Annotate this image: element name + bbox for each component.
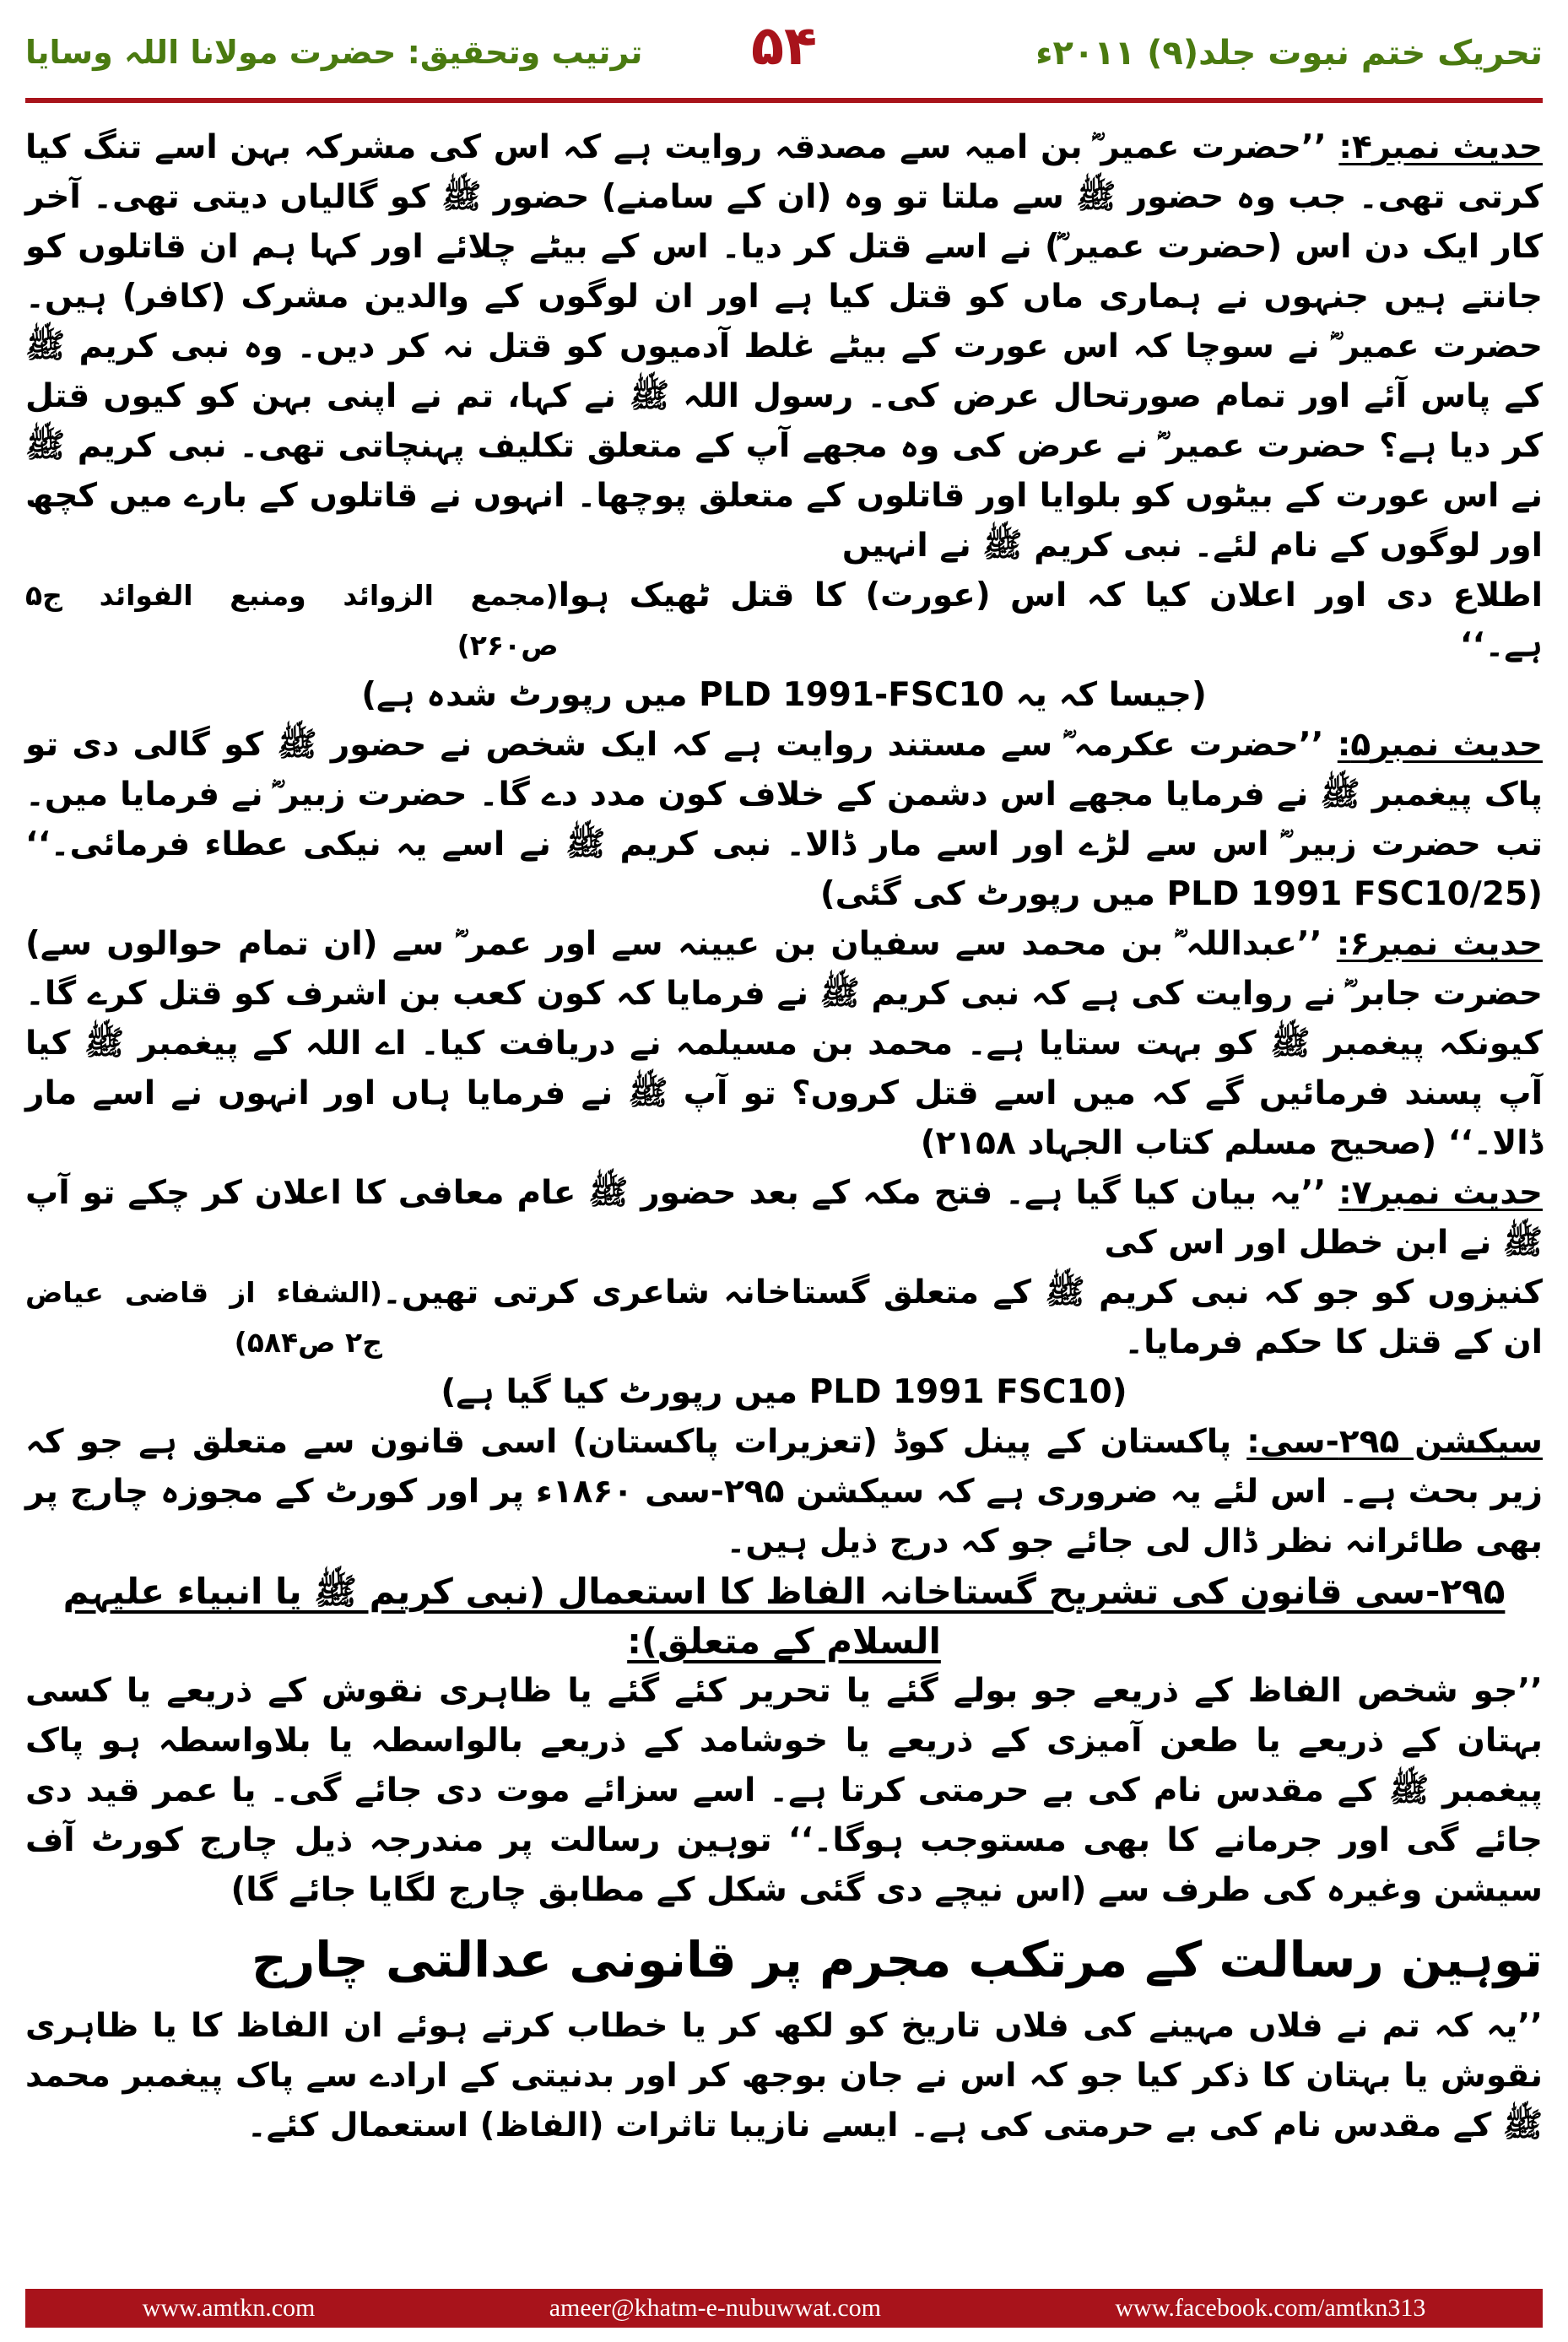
footer-website-link[interactable]: www.amtkn.com	[142, 2294, 316, 2322]
page-footer	[25, 2289, 1543, 2328]
hadith-4-last-line	[25, 571, 1543, 670]
section-295c-text: پاکستان کے پینل کوڈ (تعزیرات پاکستان) اسی قانون سے متعلق ہے جو کہ زیر بحث ہے۔ اس لئے یہ ضروری ہے کہ سیکشن ۲۹۵-سی ۱۸۶۰ء پر اور کورٹ کے مجوزہ چارج پر بھی طائرانہ نظر ڈال لی جائے جو کہ درج ذیل ہیں۔	[25, 1423, 1543, 1560]
compiler-credit: ترتیب وتحقیق: حضرت مولانا اللہ وسایا	[25, 34, 643, 71]
hadith-5-label: حدیث نمبر۵:	[1337, 726, 1544, 764]
hadith-5	[25, 720, 1543, 919]
hadith-6	[25, 919, 1543, 1168]
hadith-7	[25, 1168, 1543, 1268]
charge-heading: توہین رسالت کے مرتکب مجرم پر قانونی عدالتی چارج	[251, 1931, 1543, 1988]
law-heading: ۲۹۵-سی قانون کی تشریح گستاخانہ الفاظ کا استعمال (نبی کریم ﷺ یا انبیاء علیہم السلام کے متعلق):	[62, 1571, 1506, 1662]
hadith-4-citation: (مجمع الزوائد ومنبع الفوائد ج۵ ص۲۶۰)	[25, 579, 559, 662]
charge-text: ’’یہ کہ تم نے فلاں مہینے کی فلاں تاریخ کو لکھ کر یا خطاب کرتے ہوئے ان الفاظ کا یا ظاہری نقوش یا بہتان کا ذکر کیا جو کہ اس نے جان بوجھ کر اور بدنیتی کے ارادے سے پاک پیغمبر محمد ﷺ کے مقدس نام کی بے حرمتی کی ہے۔ ایسے نازیبا تاثرات (الفاظ) استعمال کئے۔	[25, 2007, 1543, 2145]
header-divider	[25, 98, 1543, 103]
hadith-7-last-line	[25, 1268, 1543, 1367]
footer-email-link[interactable]: ameer@khatm-e-nubuwwat.com	[549, 2294, 882, 2322]
hadith-6-label: حدیث نمبر۶:	[1336, 925, 1543, 963]
page-body	[25, 122, 1543, 2270]
page-header	[25, 15, 1543, 108]
hadith-7-text: ’’یہ بیان کیا گیا ہے۔ فتح مکہ کے بعد حضور ﷺ عام معافی کا اعلان کر چکے تو آپ ﷺ نے ابن خطل اور اس کی	[25, 1174, 1543, 1262]
hadith-7-report: (PLD 1991 FSC10 میں رپورٹ کیا گیا ہے)	[441, 1373, 1127, 1411]
hadith-5-text: ’’حضرت عکرمہ ؓ سے مستند روایت ہے کہ ایک شخص نے حضور ﷺ کو گالی دی تو پاک پیغمبر ﷺ نے فرمایا مجھے اس دشمن کے خلاف کون مدد دے گا۔ حضرت زبیر ؓ نے فرمایا میں۔ تب حضرت زبیر ؓ اس سے لڑے اور اسے مار ڈالا۔ نبی کریم ﷺ نے اسے یہ نیکی عطاء فرمائی۔‘‘ (PLD 1991 FSC10/25 میں رپورٹ کی گئی)	[25, 726, 1543, 913]
book-title: تحریک ختم نبوت جلد(۹) ۲۰۱۱ء	[1035, 34, 1543, 73]
hadith-7-label: حدیث نمبر۷:	[1338, 1174, 1543, 1212]
hadith-4-label: حدیث نمبر۴:	[1338, 128, 1544, 166]
section-295c-label: سیکشن ۲۹۵-سی:	[1246, 1423, 1544, 1461]
hadith-4-report: (جیسا کہ یہ PLD 1991-FSC10 میں رپورٹ شدہ ہے)	[361, 676, 1207, 714]
footer-facebook-link[interactable]: www.facebook.com/amtkn313	[1115, 2294, 1426, 2322]
hadith-7-citation: (الشفاء از قاضی عیاض ج۲ ص۵۸۴)	[25, 1276, 382, 1359]
hadith-4-text: ’’حضرت عمیر ؓ بن امیہ سے مصدقہ روایت ہے کہ اس کی مشرکہ بہن اسے تنگ کیا کرتی تھی۔ جب وہ حضور ﷺ سے ملتا تو وہ (ان کے سامنے) حضور ﷺ کو گالیاں دیتی تھی۔ آخر کار ایک دن اس (حضرت عمیر ؓ) نے اسے قتل کر دیا۔ اس کے بیٹے چلائے اور کہا ہم ان قاتلوں کو جانتے ہیں جنہوں نے ہماری ماں کو قتل کیا ہے اور ان لوگوں کے والدین مشرک (کافر) ہیں۔ حضرت عمیر ؓ نے سوچا کہ اس عورت کے بیٹے غلط آدمیوں کو قتل نہ کر دیں۔ وہ نبی کریم ﷺ کے پاس آئے اور تمام صورتحال عرض کی۔ رسول اللہ ﷺ نے کہا، تم نے اپنی بہن کو کیوں قتل کر دیا ہے؟ حضرت عمیر ؓ نے عرض کی وہ مجھے آپ کے متعلق تکلیف پہنچاتی تھی۔ نبی کریم ﷺ نے اس عورت کے بیٹوں کو بلوایا اور قاتلوں کے متعلق پوچھا۔ انہوں نے قاتلوں کے بارے میں کچھ اور لوگوں کے نام لئے۔ نبی کریم ﷺ نے انہیں	[25, 128, 1543, 565]
page-number: ۵۴	[750, 15, 818, 78]
law-text: ’’جو شخص الفاظ کے ذریعے جو بولے گئے یا تحریر کئے گئے یا ظاہری نقوش کے ذریعے یا کسی بہتان کے ذریعے یا طعن آمیزی کے ذریعے یا خوشامد کے ذریعے بالواسطہ یا بلاواسطہ ہو پاک پیغمبر ﷺ کے مقدس نام کی بے حرمتی کرتا ہے۔ اسے سزائے موت دی جائے گی۔ یا عمر قید دی جائے گی اور جرمانے کا بھی مستوجب ہوگا۔‘‘ توہین رسالت پر مندرجہ ذیل چارج کورٹ آف سیشن وغیرہ کی طرف سے (اس نیچے دی گئی شکل کے مطابق چارج لگایا جائے گا)	[25, 1672, 1543, 1909]
hadith-7-last: کنیزوں کو جو کہ نبی کریم ﷺ کے متعلق گستاخانہ شاعری کرتی تھیں۔ ان کے قتل کا حکم فرمایا۔	[381, 1274, 1543, 1361]
section-295c	[25, 1417, 1543, 1566]
hadith-4	[25, 122, 1543, 571]
hadith-4-last: اطلاع دی اور اعلان کیا کہ اس (عورت) کا قتل ٹھیک ہوا ہے۔‘‘	[558, 576, 1543, 664]
hadith-6-text: ’’عبداللہ ؓ بن محمد سے سفیان بن عیینہ سے اور عمر ؓ سے (ان تمام حوالوں سے) حضرت جابر ؓ نے روایت کی ہے کہ نبی کریم ﷺ نے فرمایا کہ کون کعب بن اشرف کو قتل کرے گا۔ کیونکہ پیغمبر ﷺ کو بہت ستایا ہے۔ محمد بن مسیلمہ نے دریافت کیا۔ اے اللہ کے پیغمبر ﷺ کیا آپ پسند فرمائیں گے کہ میں اسے قتل کروں؟ تو آپ ﷺ نے فرمایا ہاں اور انہوں نے اسے مار ڈالا۔‘‘ (صحیح مسلم کتاب الجہاد ۲۱۵۸)	[25, 925, 1543, 1162]
